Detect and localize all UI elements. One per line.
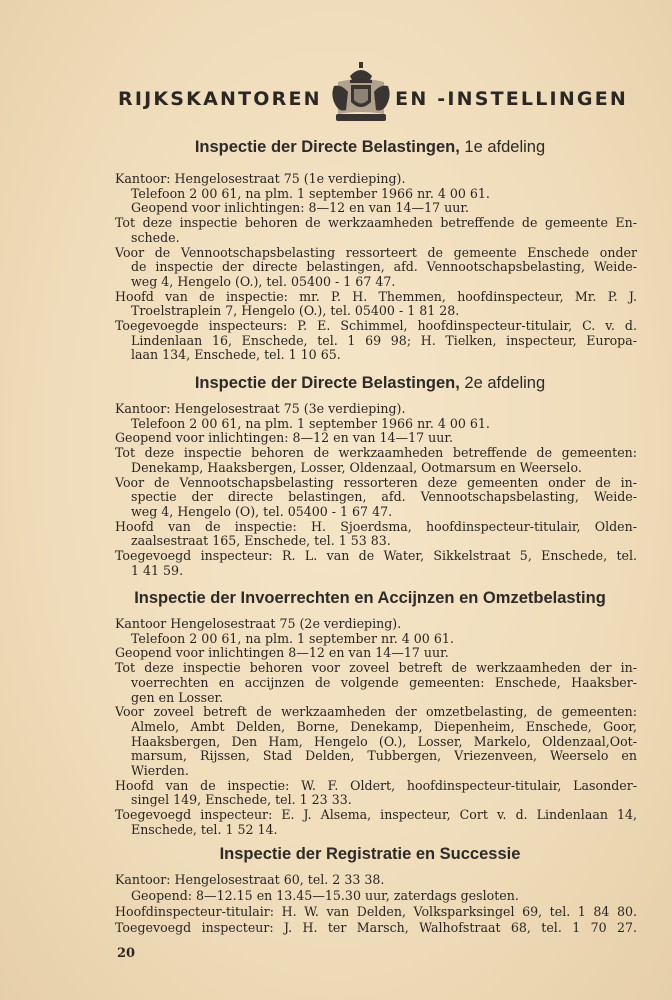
paragraph (115, 705, 637, 779)
section-title (100, 374, 640, 393)
text-line: Toegevoegd inspecteur: J. H. ter Marsch, Walhofstraat 68, tel. 1 70 27. (115, 920, 637, 935)
text-line: zaalsestraat 165, Enschede, tel. 1 53 83. (131, 533, 391, 549)
text-line: Geopend voor inlichtingen: 8—12 en van 14—17 uur. (115, 430, 453, 446)
paragraph (115, 246, 637, 290)
paragraph (115, 920, 637, 936)
text-line: Hoofd van de inspectie: W. F. Oldert, hoofdinspecteur-titulair, Lasonder- (115, 777, 637, 793)
text-line: Tot deze inspectie behoren de werkzaamheden betreffende de gemeente En- (115, 215, 637, 231)
text-line: laan 134, Enschede, tel. 1 10 65. (131, 347, 341, 363)
text-line: Telefoon 2 00 61, na plm. 1 september 1966 nr. 4 00 61. (131, 185, 490, 201)
text-line: Tot deze inspectie behoren voor zoveel betreft de werkzaamheden der in- (115, 660, 637, 676)
paragraph (115, 617, 637, 646)
paragraph (115, 661, 637, 705)
text-line: Voor zoveel betreft de werkzaamheden der omzetbelasting, de gemeenten: (115, 704, 637, 720)
section-title-main: Inspectie der Directe Belastingen, (194, 374, 460, 392)
paragraph (115, 216, 637, 245)
coat-of-arms-icon (328, 62, 394, 126)
section-title-suffix: 2e afdeling (459, 374, 546, 392)
text-line: de inspectie der directe belastingen, afd. Vennootschapsbelasting, Weide- (131, 259, 637, 275)
text-line: 1 41 59. (131, 562, 184, 578)
text-line: spectie der directe belastingen, afd. Vennootschapsbelasting, Weide- (131, 489, 637, 505)
text-line: schede. (131, 229, 180, 245)
paragraph (115, 476, 637, 520)
text-line: Geopend voor inlichtingen 8—12 en van 14—17 uur. (115, 645, 449, 661)
text-line: Haaksbergen, Den Ham, Hengelo (O.), Losser, Markelo, Oldenzaal,Oot- (131, 733, 637, 749)
text-line: Kantoor: Hengelosestraat 75 (1e verdieping). (115, 171, 406, 186)
text-line: Lindenlaan 16, Enschede, tel. 1 69 98; H. Tielken, inspecteur, Europa- (131, 332, 637, 348)
page-header (118, 62, 628, 132)
paragraph (115, 808, 637, 837)
text-line: Wierden. (131, 763, 189, 779)
text-line: gen en Losser. (131, 689, 224, 705)
section-title-main: Inspectie der Invoerrechten en Accijnzen en Omzetbelasting (134, 589, 606, 607)
paragraph (115, 319, 637, 363)
paragraph (115, 549, 637, 578)
text-line: Denekamp, Haaksbergen, Losser, Oldenzaal, Ootmarsum en Weerselo. (131, 459, 582, 475)
text-line: Voor de Vennootschapsbelasting ressorteren deze gemeenten onder de in- (115, 474, 637, 490)
section-body (115, 402, 637, 578)
text-line: weg 4, Hengelo (O.), tel. 05400 - 1 67 47. (131, 273, 396, 289)
text-line: Telefoon 2 00 61, na plm. 1 september 1966 nr. 4 00 61. (131, 415, 490, 431)
text-line: voerrechten en accijnzen de volgende gemeenten: Enschede, Haaksber- (131, 674, 637, 690)
text-line: Telefoon 2 00 61, na plm. 1 september nr. 4 00 61. (131, 630, 454, 646)
text-line: Kantoor: Hengelosestraat 75 (3e verdieping). (115, 401, 406, 416)
section-body (115, 617, 637, 838)
paragraph (115, 779, 637, 808)
section-title-suffix: 1e afdeling (459, 138, 546, 156)
text-line: singel 149, Enschede, tel. 1 23 33. (131, 792, 352, 808)
text-line: Hoofdinspecteur-titulair: H. W. van Delden, Volksparksingel 69, tel. 1 84 80. (115, 904, 637, 919)
text-line: Enschede, tel. 1 52 14. (131, 821, 278, 837)
text-line: Troelstraplein 7, Hengelo (O.), tel. 05400 - 1 81 28. (131, 303, 460, 319)
text-line: Voor de Vennootschapsbelasting ressorteert de gemeente Enschede onder (115, 244, 637, 260)
text-line: Kantoor: Hengelosestraat 60, tel. 2 33 38. (115, 872, 385, 887)
section-title-main: Inspectie der Directe Belastingen, (194, 138, 460, 156)
header-right: EN -INSTELLINGEN (395, 88, 628, 110)
page-number: 20 (117, 946, 136, 961)
section-title-main: Inspectie der Registratie en Successie (219, 845, 521, 863)
text-line: Hoofd van de inspectie: H. Sjoerdsma, hoofdinspecteur-titulair, Olden- (115, 518, 637, 534)
section-title (100, 589, 640, 608)
paragraph (115, 904, 637, 920)
section-body (115, 872, 637, 936)
text-line: marsum, Rijssen, Stad Delden, Tubbergen, Vriezenveen, Weerselo en (131, 748, 637, 764)
paragraph (115, 431, 637, 446)
text-line: Kantoor Hengelosestraat 75 (2e verdieping). (115, 616, 402, 631)
paragraph (115, 872, 637, 904)
paragraph (115, 172, 637, 216)
text-line: Geopend voor inlichtingen: 8—12 en van 14—17 uur. (131, 200, 469, 216)
section-title (100, 138, 640, 157)
text-line: Toegevoegd inspecteur: R. L. van de Water, Sikkelstraat 5, Enschede, tel. (115, 548, 637, 564)
text-line: Hoofd van de inspectie: mr. P. H. Themmen, hoofdinspecteur, Mr. P. J. (115, 288, 637, 304)
text-line: Toegevoegde inspecteurs: P. E. Schimmel, hoofdinspecteur-titulair, C. v. d. (115, 318, 637, 334)
paragraph (115, 402, 637, 431)
text-line: weg 4, Hengelo (O), tel. 05400 - 1 67 47. (131, 503, 393, 519)
paragraph (115, 290, 637, 319)
text-line: Almelo, Ambt Delden, Borne, Denekamp, Diepenheim, Enschede, Goor, (131, 718, 637, 734)
text-line: Toegevoegd inspecteur: E. J. Alsema, inspecteur, Cort v. d. Lindenlaan 14, (115, 807, 637, 823)
text-line: Geopend: 8—12.15 en 13.45—15.30 uur, zaterdags gesloten. (131, 888, 519, 903)
paragraph (115, 646, 637, 661)
section-title (100, 845, 640, 864)
paragraph (115, 520, 637, 549)
header-left: RIJKSKANTOREN (118, 88, 322, 110)
section-body (115, 172, 637, 363)
text-line: Tot deze inspectie behoren de werkzaamheden betreffende de gemeenten: (115, 445, 637, 461)
paragraph (115, 446, 637, 475)
